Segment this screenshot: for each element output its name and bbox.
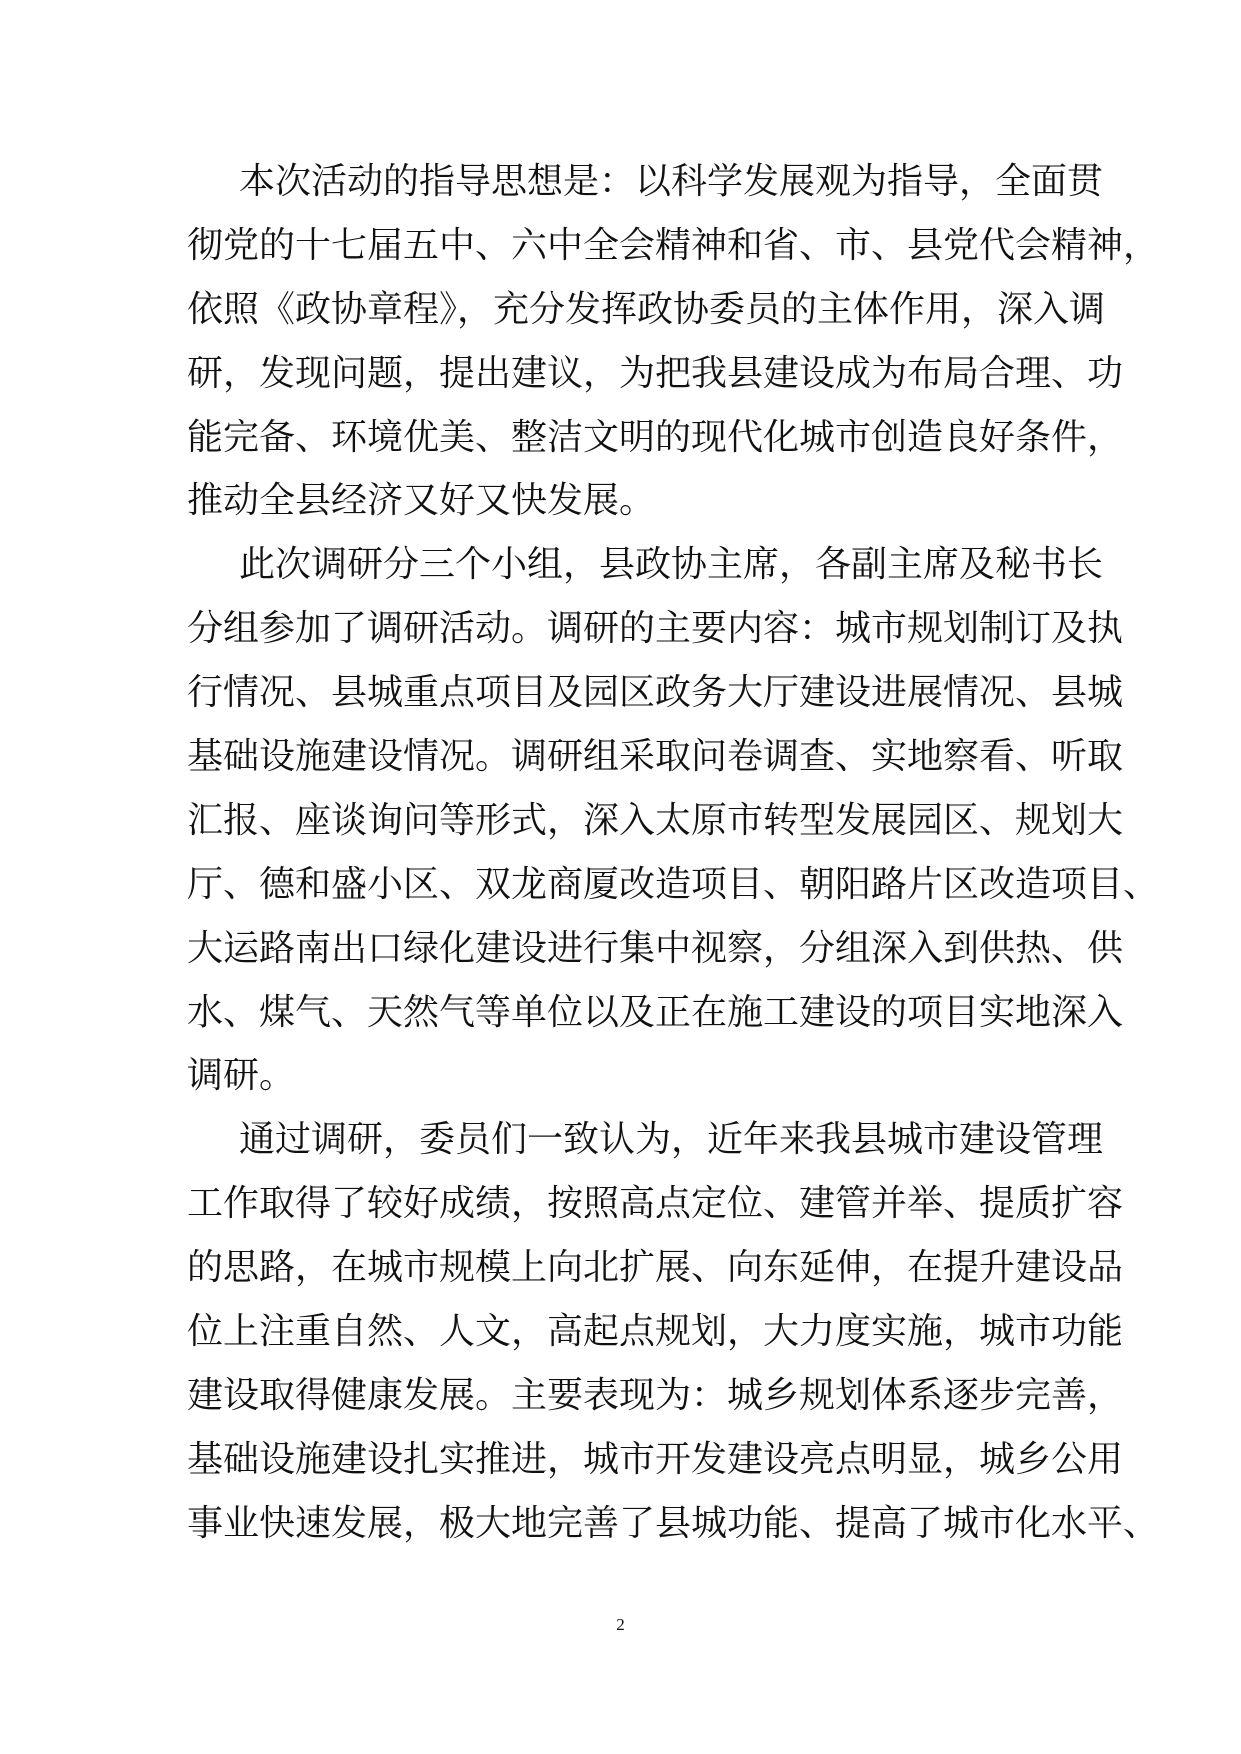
- text-line: 彻党的十七届五中、六中全会精神和省、市、县党代会精神，: [187, 224, 1160, 266]
- text-line: 研，发现问题，提出建议，为把我县建设成为布局合理、功: [187, 352, 1124, 394]
- text-line: 的思路，在城市规模上向北扩展、向东延伸，在提升建设品: [187, 1247, 1124, 1289]
- text-line: 行情况、县城重点项目及园区政务大厅建设进展情况、县城: [187, 672, 1124, 714]
- text-line: 事业快速发展，极大地完善了县城功能、提高了城市化水平、: [187, 1502, 1160, 1544]
- text-line: 调研。: [187, 1055, 296, 1097]
- text-line: 基础设施建设扎实推进，城市开发建设亮点明显，城乡公用: [187, 1438, 1124, 1480]
- paragraph-guiding-ideology: [187, 150, 1160, 533]
- text-line: 分组参加了调研活动。调研的主要内容：城市规划制订及执: [187, 608, 1124, 650]
- text-line: 能完备、环境优美、整洁文明的现代化城市创造良好条件，: [187, 416, 1124, 458]
- text-line: 此次调研分三个小组，县政协主席，各副主席及秘书长: [239, 544, 1104, 586]
- text-line: 汇报、座谈询问等形式，深入太原市转型发展园区、规划大: [187, 799, 1124, 841]
- text-line: 推动全县经济又好又快发展。: [187, 480, 656, 522]
- text-line: 水、煤气、天然气等单位以及正在施工建设的项目实地深入: [187, 991, 1124, 1033]
- text-line: 位上注重自然、人文，高起点规划，大力度实施，城市功能: [187, 1311, 1124, 1353]
- paragraph-research-groups: [187, 533, 1160, 1108]
- text-line: 通过调研，委员们一致认为，近年来我县城市建设管理: [239, 1119, 1104, 1161]
- text-line: 依照《政协章程》，充分发挥政协委员的主体作用，深入调: [187, 288, 1106, 330]
- page-number: 2: [616, 1615, 625, 1634]
- paragraph-research-findings: [187, 1108, 1160, 1555]
- text-line: 基础设施建设情况。调研组采取问卷调查、实地察看、听取: [187, 736, 1124, 778]
- body-text: [187, 150, 1160, 1556]
- text-line: 大运路南出口绿化建设进行集中视察，分组深入到供热、供: [187, 927, 1124, 969]
- text-line: 本次活动的指导思想是：以科学发展观为指导，全面贯: [239, 161, 1104, 202]
- text-line: 工作取得了较好成绩，按照高点定位、建管并举、提质扩容: [187, 1183, 1124, 1225]
- text-line: 建设取得健康发展。主要表现为：城乡规划体系逐步完善，: [187, 1374, 1124, 1416]
- text-line: 厅、德和盛小区、双龙商厦改造项目、朝阳路片区改造项目、: [187, 863, 1160, 905]
